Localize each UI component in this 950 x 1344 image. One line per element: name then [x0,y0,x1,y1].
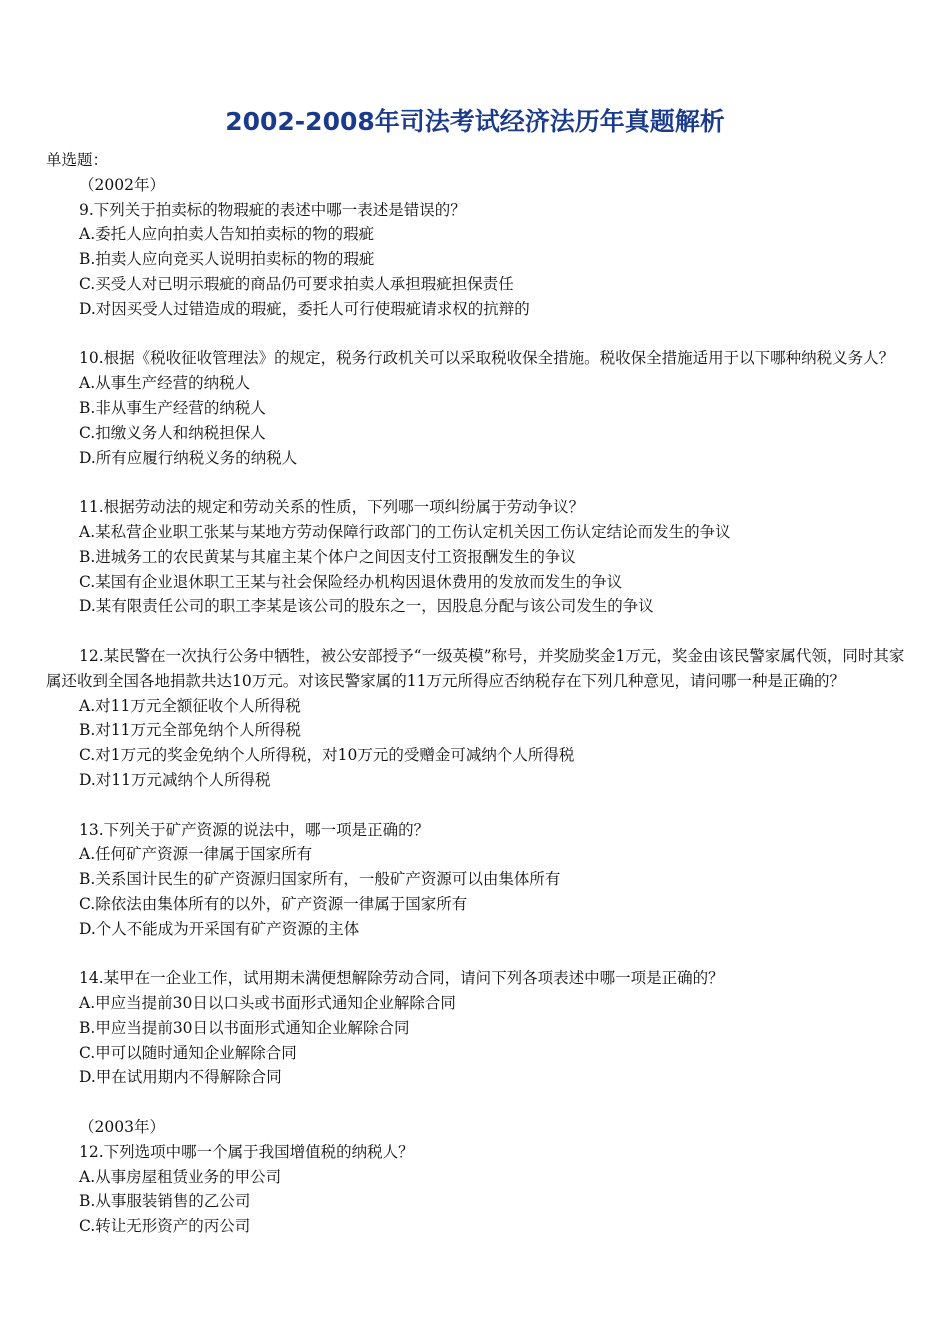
answer-option: B.从事服装销售的乙公司 [79,1192,251,1211]
document-title: 2002-2008年司法考试经济法历年真题解析 [225,107,725,136]
answer-option: C.买受人对已明示瑕疵的商品仍可要求拍卖人承担瑕疵担保责任 [79,274,514,293]
answer-option: C.扣缴义务人和纳税担保人 [79,423,266,442]
question-stem: 12.某民警在一次执行公务中牺牲，被公安部授予“一级英模”称号，并奖励奖金1万元，奖金由该民警家属代领，同时其家属还收到全国各地捐款共达10万元。对该民警家属的11万元所得应否纳税存在下列几种意见，请问哪一种是正确的？ [46,646,905,690]
question-stem: 9.下列关于拍卖标的物瑕疵的表述中哪一表述是错误的？ [79,200,466,219]
answer-option: D.对11万元减纳个人所得税 [79,770,271,789]
answer-option: B.关系国计民生的矿产资源归国家所有，一般矿产资源可以由集体所有 [79,870,561,889]
year-label-2002: （2002年） [79,175,165,194]
answer-option: A.委托人应向拍卖人告知拍卖标的物的瑕疵 [79,225,375,244]
answer-option: A.甲应当提前30日以口头或书面形式通知企业解除合同 [79,994,456,1013]
answer-option: C.转让无形资产的丙公司 [79,1217,251,1236]
answer-option: D.对因买受人过错造成的瑕疵，委托人可行使瑕疵请求权的抗辩的 [79,299,530,318]
answer-option: B.甲应当提前30日以书面形式通知企业解除合同 [79,1018,410,1037]
answer-option: D.某有限责任公司的职工李某是该公司的股东之一，因股息分配与该公司发生的争议 [79,597,654,616]
answer-option: B.进城务工的农民黄某与其雇主某个体户之间因支付工资报酬发生的争议 [79,547,576,566]
answer-option: A.某私营企业职工张某与某地方劳动保障行政部门的工伤认定机关因工伤认定结论而发生的争议 [79,522,731,541]
answer-option: B.非从事生产经营的纳税人 [79,398,266,417]
spacer [46,1090,912,1115]
answer-option: A.从事生产经营的纳税人 [79,374,251,393]
answer-option: D.甲在试用期内不得解除合同 [79,1068,282,1087]
question-stem: 11.根据劳动法的规定和劳动关系的性质，下列哪一项纠纷属于劳动争议？ [79,498,585,517]
spacer [46,793,912,818]
answer-option: A.对11万元全额征收个人所得税 [79,696,301,715]
spacer [46,942,912,967]
section-label: 单选题： [46,151,109,169]
answer-option: B.拍卖人应向竞买人说明拍卖标的物的瑕疵 [79,250,375,269]
answer-option: C.某国有企业退休职工王某与社会保险经办机构因退休费用的发放而发生的争议 [79,572,623,591]
answer-option: B.对11万元全部免纳个人所得税 [79,721,302,740]
answer-option: C.甲可以随时通知企业解除合同 [79,1043,297,1062]
question-stem: 14.某甲在一企业工作，试用期未满便想解除劳动合同，请问下列各项表述中哪一项是正确的？ [79,969,724,988]
question-stem: 12.下列选项中哪一个属于我国增值税的纳税人？ [79,1142,414,1161]
answer-option: C.除依法由集体所有的以外，矿产资源一律属于国家所有 [79,894,468,913]
spacer [46,619,912,644]
document-body [46,148,912,1239]
answer-option: A.从事房屋租赁业务的甲公司 [79,1167,282,1186]
spacer [46,470,912,495]
answer-option: D.个人不能成为开采国有矿产资源的主体 [79,919,360,938]
answer-option: A.任何矿产资源一律属于国家所有 [79,845,313,864]
spacer [46,322,912,347]
question-stem: 13.下列关于矿产资源的说法中，哪一项是正确的？ [79,820,430,839]
answer-option: D.所有应履行纳税义务的纳税人 [79,448,298,467]
answer-option: C.对1万元的奖金免纳个人所得税，对10万元的受赠金可减纳个人所得税 [79,746,575,765]
question-stem: 10.根据《税收征收管理法》的规定，税务行政机关可以采取税收保全措施。税收保全措施适用于以下哪种纳税义务人？ [79,349,895,368]
year-label-2003: （2003年） [79,1118,165,1137]
